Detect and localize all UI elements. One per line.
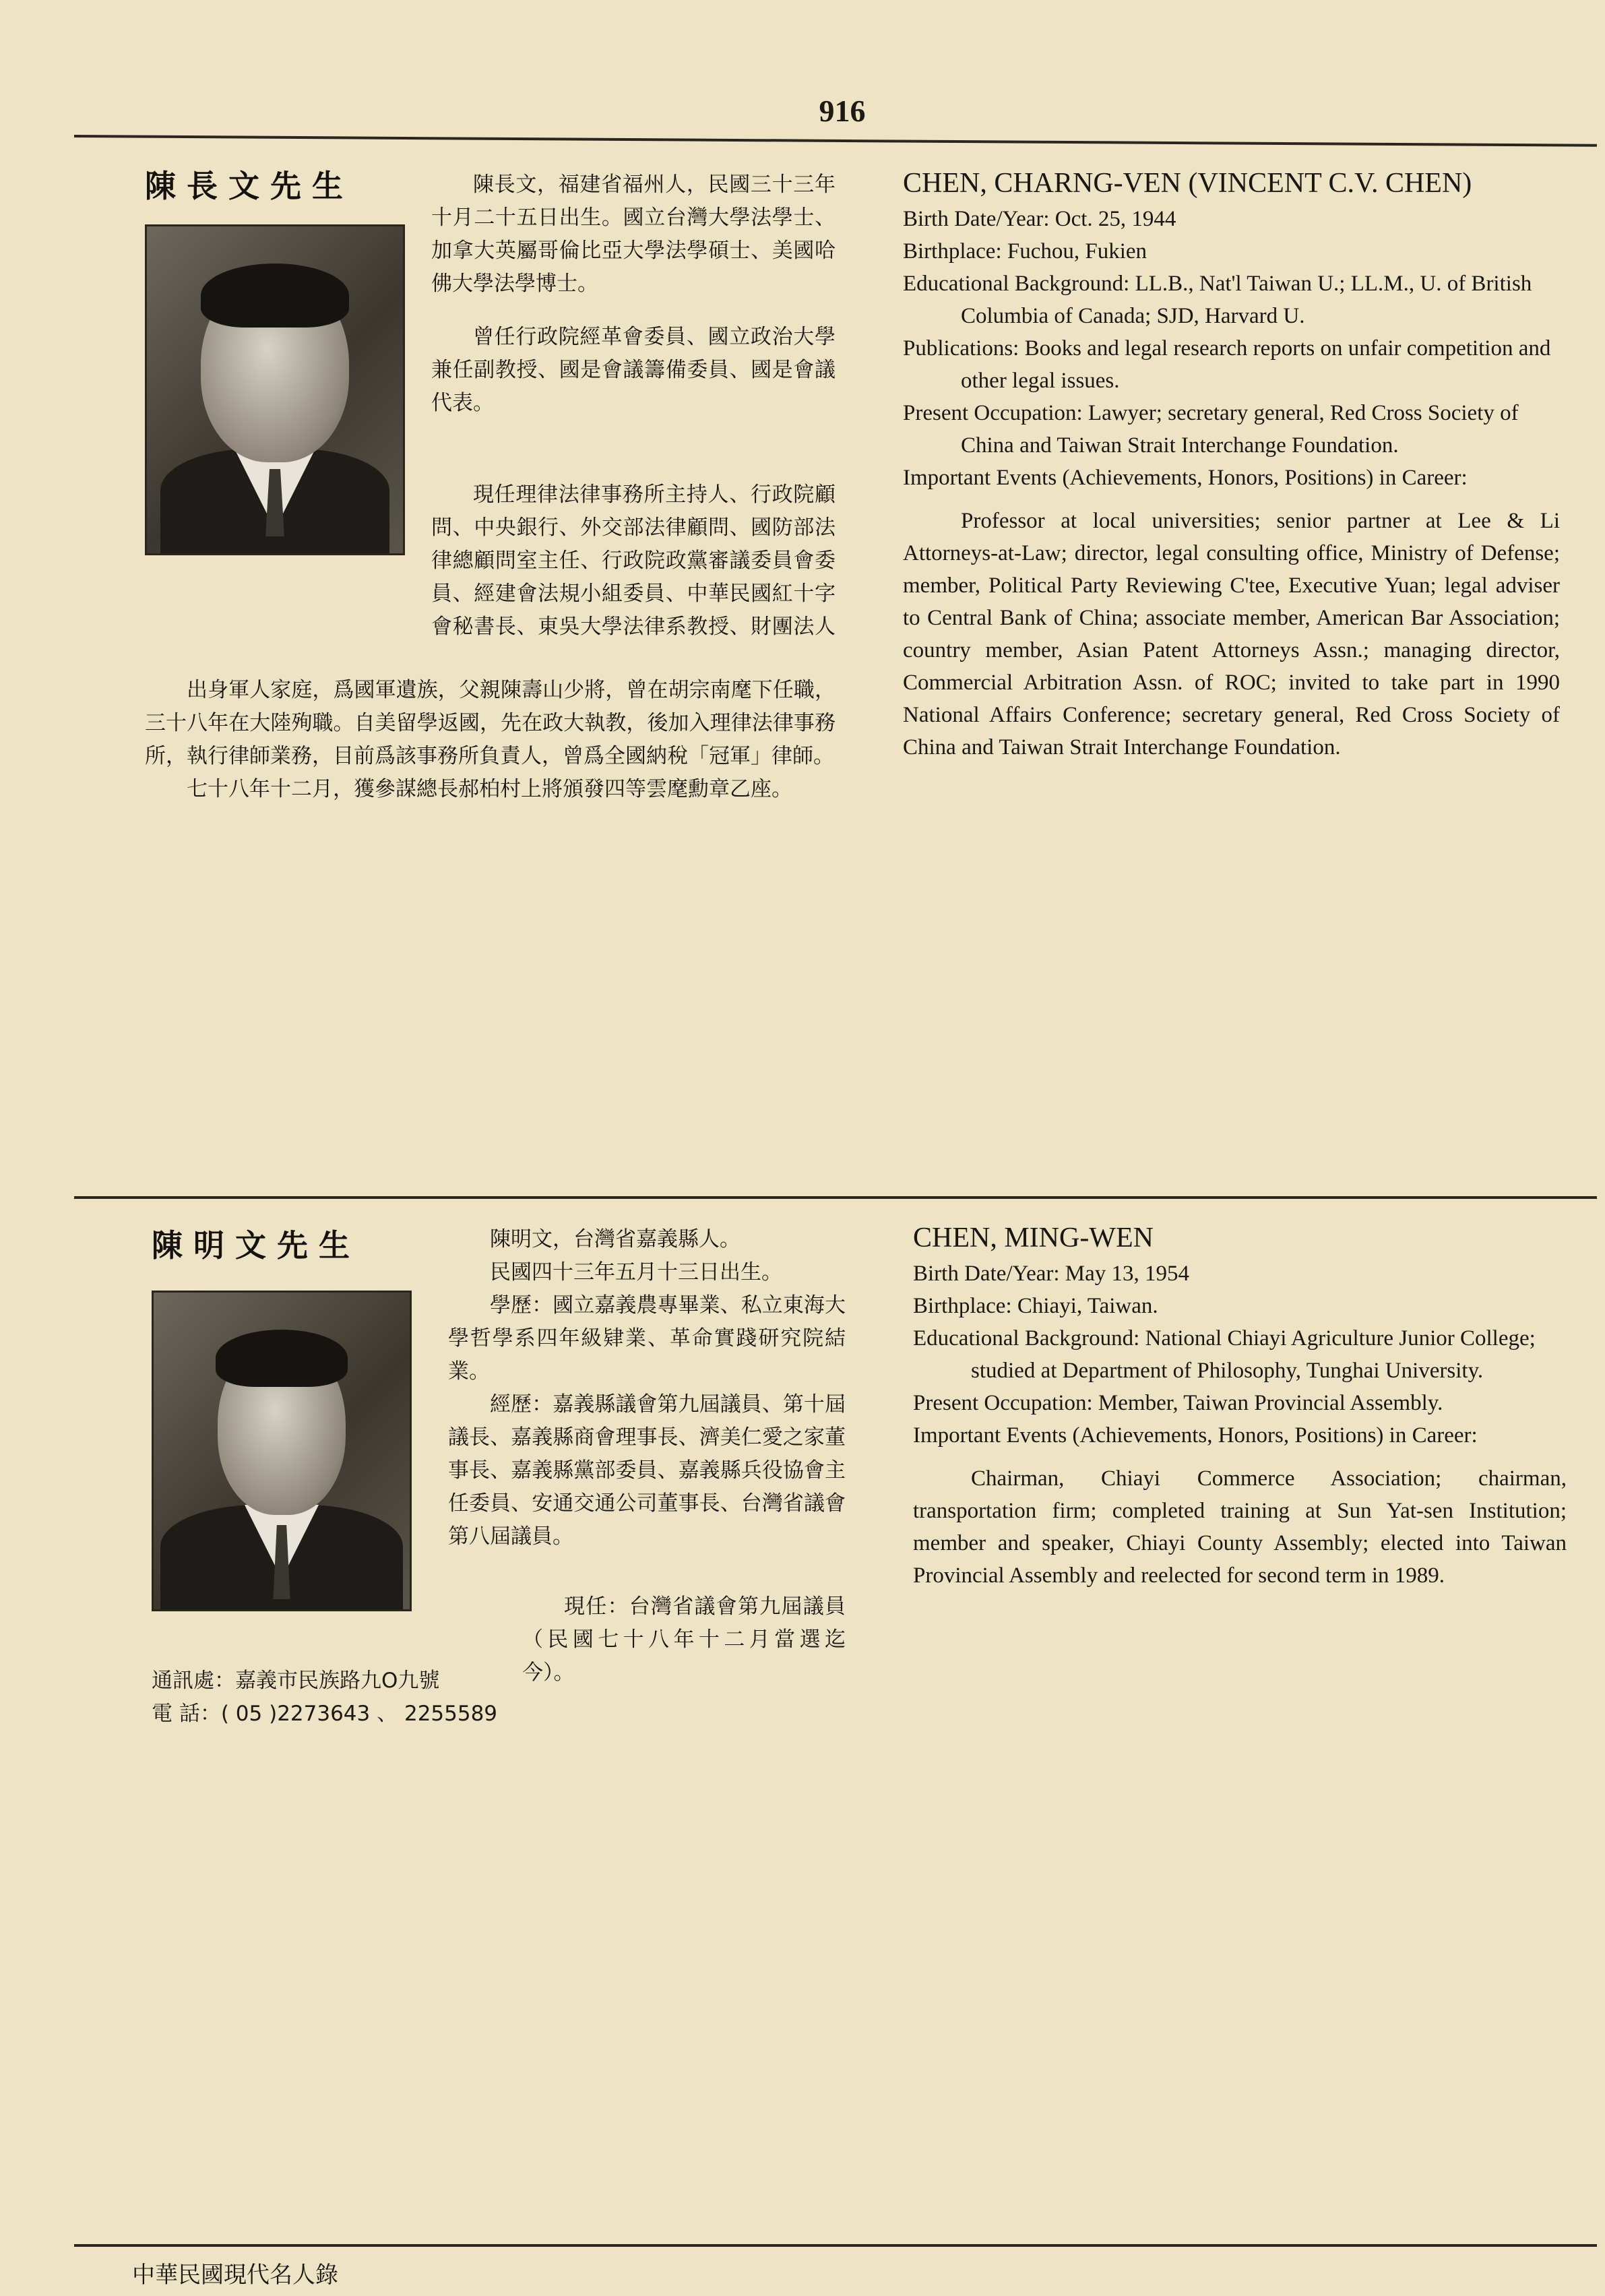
middle-rule	[74, 1196, 1597, 1199]
bottom-rule	[74, 2244, 1597, 2247]
entry-2-name-en: CHEN, MING-WEN	[913, 1222, 1154, 1253]
entry-1-name-en: CHEN, CHARNG-VEN (VINCENT C.V. CHEN)	[903, 168, 1472, 199]
entry-1-events-heading: Important Events (Achievements, Honors, Positions) in Career:	[903, 466, 1468, 490]
entry-1-bio-para-1: 陳長文，福建省福州人，民國三十三年十月二十五日出生。國立台灣大學法學士、加拿大英屬哥倫比亞大學法學碩士、美國哈佛大學法學博士。	[431, 173, 836, 296]
entry-2-bio-line-2: 民國四十三年五月十三日出生。	[490, 1260, 782, 1284]
entry-1-occupation: Present Occupation: Lawyer; secretary general, Red Cross Society of China and Taiwan Strait Interchange Foundation.	[903, 401, 1519, 458]
entry-1-career: Professor at local universities; senior partner at Lee & Li Attorneys-at-Law; director, legal consulting office, Ministry of Defense; member, Political Party Reviewing C'tee, Executive Yuan; legal adviser to Central Bank of China; associate member, American Bar Association; country member, Asian Patent Attorneys Assn.; managing director, Commercial Arbitration Assn. of ROC; invited to take part in 1990 National Affairs Conference; secretary general, Red Cross Society of China and Taiwan Strait Interchange Foundation.	[903, 509, 1560, 759]
top-rule	[74, 135, 1597, 147]
entry-1-publications: Publications: Books and legal research reports on unfair competition and other legal issues.	[903, 336, 1551, 393]
entry-2-address: 通訊處：嘉義市民族路九O九號	[152, 1669, 440, 1693]
entry-1-education: Educational Background: LL.B., Nat'l Taiwan U.; LL.M., U. of British Columbia of Canada; SJD, Harvard U.	[903, 272, 1532, 328]
entry-2-birth-date: Birth Date/Year: May 13, 1954	[913, 1262, 1190, 1286]
entry-2-bio	[448, 1223, 846, 1553]
entry-2-phone: 電 話：( 05 )2273643 、 2255589	[152, 1702, 498, 1726]
entry-2-education: Educational Background: National Chiayi Agriculture Junior College; studied at Department of Philosophy, Tunghai University.	[913, 1326, 1536, 1383]
entry-2-bio-line-1: 陳明文，台灣省嘉義縣人。	[490, 1227, 741, 1251]
entry-2-career: Chairman, Chiayi Commerce Association; chairman, transportation firm; completed training at Sun Yat-sen Institution; member and speaker, Chiayi County Assembly; elected into Taiwan Provincial Assembly and reelected for second term in 1989.	[913, 1466, 1567, 1588]
entry-2-events-heading: Important Events (Achievements, Honors, Positions) in Career:	[913, 1423, 1478, 1448]
entry-1-name-zh: 陳長文先生	[145, 168, 354, 204]
entry-1-bio-para-3: 現任理律法律事務所主持人、行政院顧問、中央銀行、外交部法律顧問、國防部法律總顧問室主任、行政院政黨審議委員會委員、經建會法規小組委員、中華民國紅十字會秘書長、東吳大學法律系教授、財團法人	[431, 483, 836, 639]
page-number: 916	[819, 94, 866, 128]
entry-1-birth-date: Birth Date/Year: Oct. 25, 1944	[903, 207, 1176, 231]
entry-1-bio-para-4: 出身軍人家庭，爲國軍遺族，父親陳壽山少將，曾在胡宗南麾下任職，三十八年在大陸殉職。自美留學返國，先在政大執教，後加入理律法律事務所，執行律師業務，目前爲該事務所負責人，曾爲全國納稅「冠軍」律師。	[145, 678, 836, 768]
entry-1-bio-top	[431, 168, 836, 420]
entry-2-occupation: Present Occupation: Member, Taiwan Provincial Assembly.	[913, 1391, 1443, 1415]
entry-2-contact	[152, 1665, 497, 1731]
entry-2-education-zh: 學歷：國立嘉義農專畢業、私立東海大學哲學系四年級肄業、革命實踐研究院結業。	[448, 1293, 846, 1384]
entry-1-bio-para-2: 曾任行政院經革會委員、國立政治大學兼任副教授、國是會議籌備委員、國是會議代表。	[431, 325, 836, 415]
entry-2-birthplace: Birthplace: Chiayi, Taiwan.	[913, 1294, 1158, 1318]
footer-title: 中華民國現代名人錄	[132, 2262, 338, 2289]
entry-1-bio-para-3-wrap	[431, 478, 836, 647]
entry-2-name-zh: 陳明文先生	[152, 1227, 360, 1264]
entry-1-portrait	[145, 224, 405, 555]
entry-2-portrait	[152, 1291, 412, 1611]
entry-2-experience-zh: 經歷：嘉義縣議會第九屆議員、第十屆議長、嘉義縣商會理事長、濟美仁愛之家董事長、嘉義縣黨部委員、嘉義縣兵役協會主任委員、安通交通公司董事長、台灣省議會第八屆議員。	[448, 1392, 846, 1549]
entry-1-english	[903, 165, 1560, 764]
entry-2-english	[913, 1220, 1567, 1592]
entry-1-bio-bottom	[145, 674, 836, 806]
entry-1-bio-para-5: 七十八年十二月，獲參謀總長郝柏村上將頒發四等雲麾勳章乙座。	[187, 777, 792, 801]
entry-1-birthplace: Birthplace: Fuchou, Fukien	[903, 239, 1147, 263]
entry-2-current-zh: 現任：台灣省議會第九屆議員（民國七十八年十二月當選迄今）。	[522, 1594, 846, 1685]
